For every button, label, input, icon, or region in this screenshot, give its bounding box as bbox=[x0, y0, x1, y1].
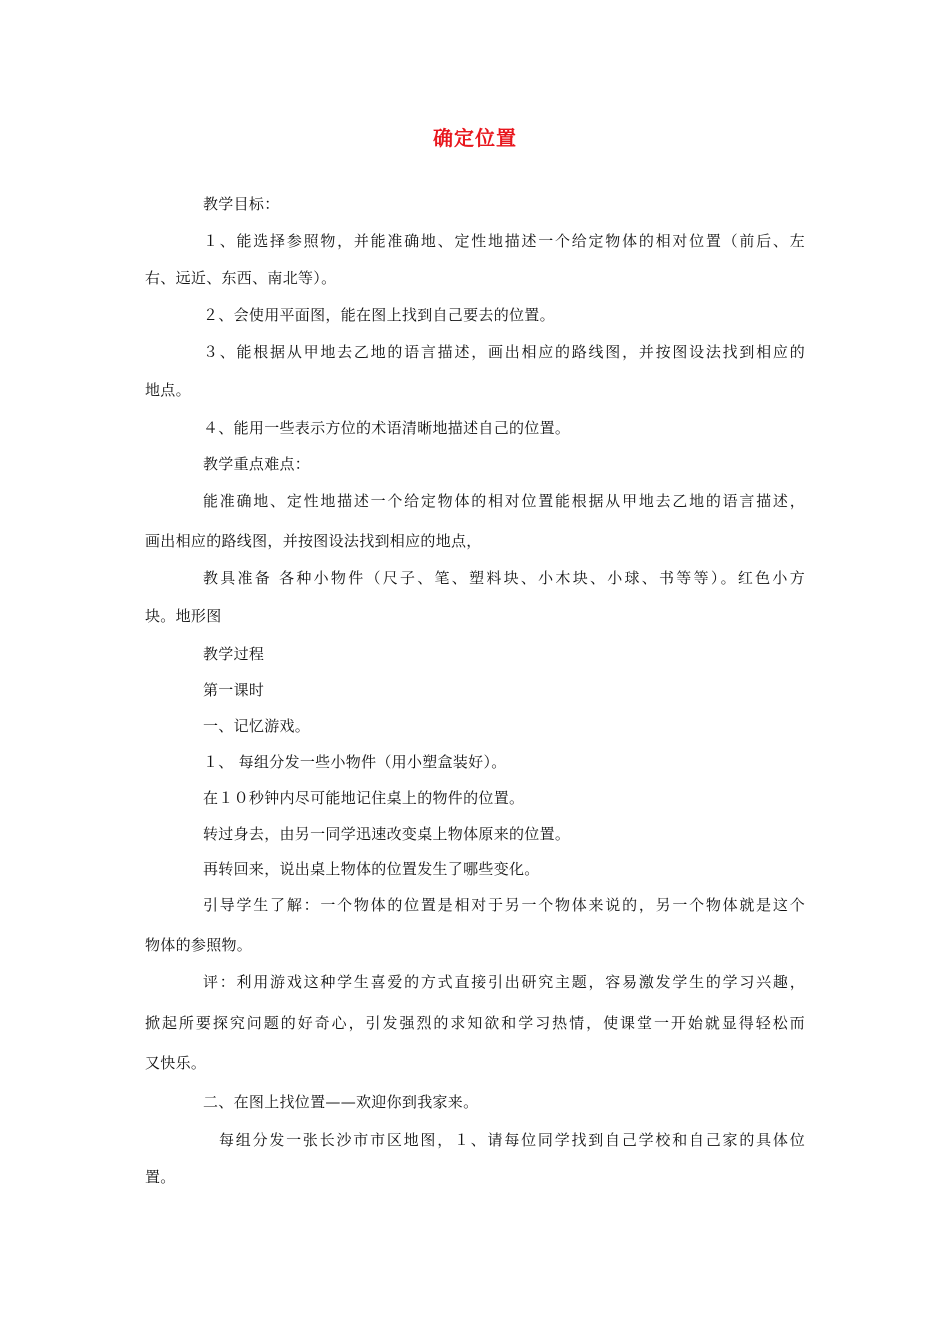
paragraph-line: 再转回来，说出桌上物体的位置发生了哪些变化。 bbox=[203, 860, 540, 878]
section-heading: 二、在图上找位置——欢迎你到我家来。 bbox=[203, 1093, 479, 1111]
heading-objectives: 教学目标： bbox=[203, 195, 280, 213]
document-title: 确定位置 bbox=[433, 126, 517, 150]
paragraph-line: １、 每组分发一些小物件（用小塑盒装好）。 bbox=[203, 753, 507, 771]
paragraph-line: 又快乐。 bbox=[145, 1054, 207, 1072]
paragraph-line: 物体的参照物。 bbox=[145, 936, 253, 954]
paragraph-line: 在１０秒钟内尽可能地记住桌上的物件的位置。 bbox=[203, 789, 525, 807]
paragraph-line: ３、能根据从甲地去乙地的语言描述，画出相应的路线图，并按图设法找到相应的 bbox=[203, 343, 805, 361]
paragraph-line: １、能选择参照物，并能准确地、定性地描述一个给定物体的相对位置（前后、左 bbox=[203, 232, 805, 250]
paragraph-line: 右、远近、东西、南北等）。 bbox=[145, 269, 337, 287]
heading-teaching-process: 教学过程 bbox=[203, 645, 265, 663]
paragraph-line: 教具准备 各种小物件（尺子、笔、塑料块、小木块、小球、书等等）。红色小方 bbox=[203, 569, 805, 587]
paragraph-line: 块。地形图 bbox=[145, 607, 222, 625]
heading-first-lesson: 第一课时 bbox=[203, 681, 265, 699]
paragraph-line: ２、会使用平面图，能在图上找到自己要去的位置。 bbox=[203, 306, 555, 324]
paragraph-line: 每组分发一张长沙市市区地图，１、请每位同学找到自己学校和自己家的具体位 bbox=[219, 1131, 805, 1149]
paragraph-line: 评：利用游戏这种学生喜爱的方式直接引出研究主题，容易激发学生的学习兴趣， bbox=[203, 973, 805, 991]
paragraph-line: 能准确地、定性地描述一个给定物体的相对位置能根据从甲地去乙地的语言描述， bbox=[203, 492, 805, 510]
paragraph-line: ４、能用一些表示方位的术语清晰地描述自己的位置。 bbox=[203, 419, 571, 437]
paragraph-line: 画出相应的路线图，并按图设法找到相应的地点， bbox=[145, 532, 482, 550]
heading-key-points: 教学重点难点： bbox=[203, 455, 311, 473]
paragraph-line: 转过身去，由另一同学迅速改变桌上物体原来的位置。 bbox=[203, 825, 571, 843]
section-heading: 一、记忆游戏。 bbox=[203, 717, 311, 735]
paragraph-line: 掀起所要探究问题的好奇心，引发强烈的求知欲和学习热情，使课堂一开始就显得轻松而 bbox=[145, 1014, 805, 1032]
paragraph-line: 引导学生了解：一个物体的位置是相对于另一个物体来说的，另一个物体就是这个 bbox=[203, 896, 805, 914]
paragraph-line: 地点。 bbox=[145, 381, 191, 399]
paragraph-line: 置。 bbox=[145, 1168, 176, 1186]
